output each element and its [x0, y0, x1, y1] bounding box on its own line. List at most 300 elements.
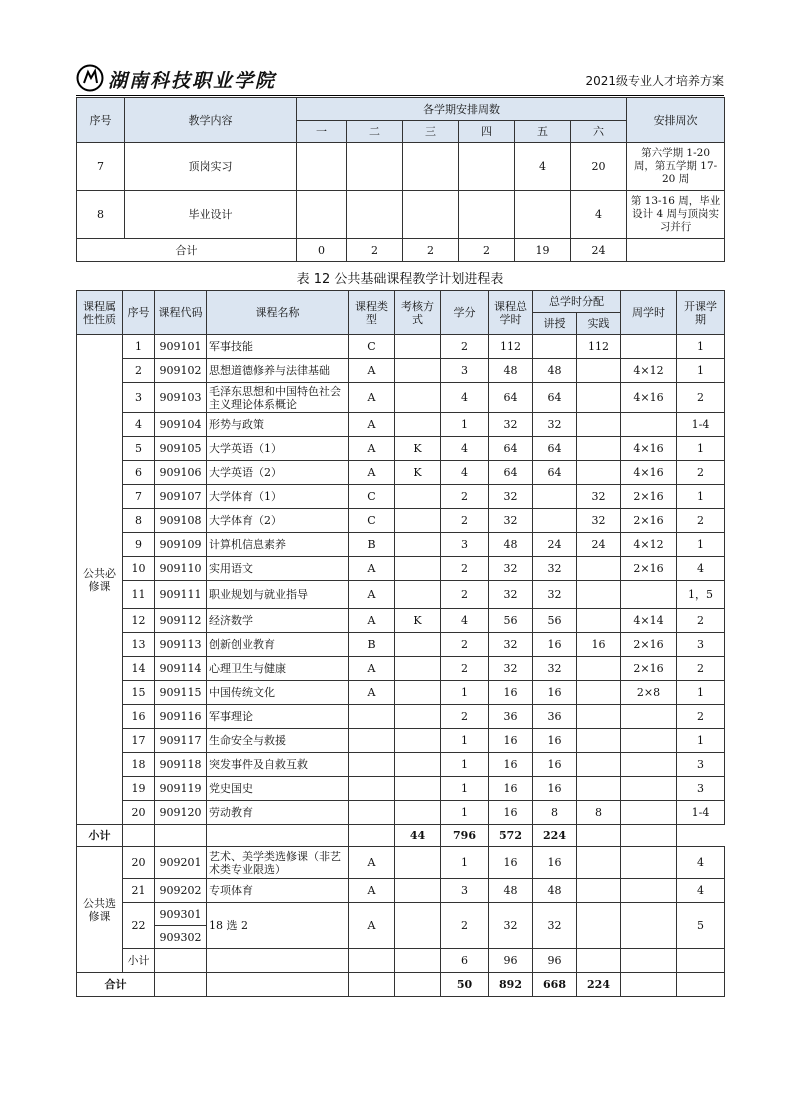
cell-name: 大学英语（1） [207, 437, 349, 461]
cell-type: A [349, 681, 395, 705]
cell-practice [577, 681, 621, 705]
cell-seq: 15 [123, 681, 155, 705]
cell-exam [395, 383, 441, 413]
cell-term: 1 [677, 359, 725, 383]
cell-term: 2 [677, 657, 725, 681]
cell-term: 4 [677, 557, 725, 581]
cell-week [297, 191, 347, 239]
cell-note: 第六学期 1-20 周，第五学期 17-20 周 [627, 143, 725, 191]
cell-lecture: 32 [533, 657, 577, 681]
cell-type [349, 705, 395, 729]
cell-seq: 11 [123, 581, 155, 609]
total-week: 2 [347, 239, 403, 262]
cell-weekly [621, 413, 677, 437]
cell-seq: 7 [123, 485, 155, 509]
cell-name: 毛泽东思想和中国特色社会主义理论体系概论 [207, 383, 349, 413]
cell-code: 909116 [155, 705, 207, 729]
cell-weekly: 4×16 [621, 461, 677, 485]
cell-seq: 5 [123, 437, 155, 461]
cell-exam [395, 581, 441, 609]
cell-exam [395, 509, 441, 533]
cell-week [347, 143, 403, 191]
cell-term: 2 [677, 705, 725, 729]
cell-weekly: 2×16 [621, 509, 677, 533]
cell-hours: 16 [489, 777, 533, 801]
cell-week [459, 143, 515, 191]
cell-seq: 18 [123, 753, 155, 777]
cell-weekly: 4×16 [621, 437, 677, 461]
cell-type: A [349, 437, 395, 461]
cell-hours: 32 [489, 485, 533, 509]
cell-week [459, 191, 515, 239]
cell-credit: 4 [441, 609, 489, 633]
cell-practice [577, 413, 621, 437]
cell-weekly: 4×12 [621, 359, 677, 383]
cell-practice: 8 [577, 801, 621, 825]
header-semester: 五 [515, 121, 571, 143]
cell-weekly [621, 801, 677, 825]
cell-type: A [349, 847, 395, 879]
header-semester: 四 [459, 121, 515, 143]
cell-credit: 1 [441, 753, 489, 777]
cell-name: 职业规划与就业指导 [207, 581, 349, 609]
cell-code: 909107 [155, 485, 207, 509]
cell-type: A [349, 557, 395, 581]
cell-term: 1，5 [677, 581, 725, 609]
cell-hours: 64 [489, 461, 533, 485]
cell-name: 党史国史 [207, 777, 349, 801]
subtotal-credit: 6 [441, 949, 489, 973]
cell-lecture: 16 [533, 633, 577, 657]
total-lecture: 668 [533, 973, 577, 997]
cell-seq: 10 [123, 557, 155, 581]
cell-practice [577, 609, 621, 633]
cell-code: 909113 [155, 633, 207, 657]
cell-exam: K [395, 437, 441, 461]
cell-code: 909112 [155, 609, 207, 633]
cell-name: 经济数学 [207, 609, 349, 633]
cell-name: 突发事件及自救互救 [207, 753, 349, 777]
cell-weekly [621, 705, 677, 729]
subtotal-hours: 796 [441, 825, 489, 847]
cell-weekly: 2×16 [621, 657, 677, 681]
cell-code: 909103 [155, 383, 207, 413]
table-row [77, 681, 725, 705]
table-row [77, 413, 725, 437]
cell-credit: 1 [441, 777, 489, 801]
cell-weekly: 4×14 [621, 609, 677, 633]
cell-type: C [349, 335, 395, 359]
header-semester-group: 各学期安排周数 [297, 98, 627, 121]
subtotal-row [77, 825, 725, 847]
cell-weekly: 2×16 [621, 485, 677, 509]
cell-week [297, 143, 347, 191]
cell-type [349, 753, 395, 777]
subtotal-credit: 44 [395, 825, 441, 847]
cell-code: 909301 [155, 903, 207, 926]
cell-code: 909102 [155, 359, 207, 383]
cell-type: B [349, 633, 395, 657]
cell-lecture: 36 [533, 705, 577, 729]
header-total-hours: 课程总学时 [489, 291, 533, 335]
cell-hours: 32 [489, 633, 533, 657]
table-row [77, 657, 725, 681]
cell-code: 909119 [155, 777, 207, 801]
cell-seq: 1 [123, 335, 155, 359]
cell-name: 大学英语（2） [207, 461, 349, 485]
cell-lecture [533, 335, 577, 359]
cell-credit: 3 [441, 359, 489, 383]
header-attr: 课程属性性质 [77, 291, 123, 335]
cell-exam [395, 633, 441, 657]
cell-credit: 2 [441, 485, 489, 509]
cell-seq: 8 [123, 509, 155, 533]
cell-practice: 32 [577, 485, 621, 509]
cell-practice [577, 557, 621, 581]
total-practice: 224 [577, 973, 621, 997]
cell-term: 5 [677, 903, 725, 949]
cell-name: 大学体育（1） [207, 485, 349, 509]
cell-weekly: 2×16 [621, 633, 677, 657]
cell-practice [577, 777, 621, 801]
cell-code: 909108 [155, 509, 207, 533]
cell-practice [577, 359, 621, 383]
cell-lecture: 32 [533, 903, 577, 949]
cell-practice [577, 437, 621, 461]
cell-type [349, 729, 395, 753]
cell-weekly [621, 581, 677, 609]
cell-term: 1 [677, 681, 725, 705]
total-row [77, 973, 725, 997]
cell-exam [395, 729, 441, 753]
cell-lecture: 16 [533, 753, 577, 777]
cell-code: 909104 [155, 413, 207, 437]
header-term: 开课学期 [677, 291, 725, 335]
header-rule [76, 95, 724, 96]
cell-lecture: 64 [533, 383, 577, 413]
cell-credit: 1 [441, 847, 489, 879]
cell-seq: 6 [123, 461, 155, 485]
cell-name: 心理卫生与健康 [207, 657, 349, 681]
table-row [77, 383, 725, 413]
subtotal-lecture: 96 [533, 949, 577, 973]
cell-seq: 3 [123, 383, 155, 413]
cell-term: 3 [677, 753, 725, 777]
cell-seq: 14 [123, 657, 155, 681]
subtotal-row [77, 949, 725, 973]
cell-hours: 36 [489, 705, 533, 729]
cell-seq: 17 [123, 729, 155, 753]
table-row [77, 485, 725, 509]
cell-type: A [349, 359, 395, 383]
cell-lecture: 32 [533, 581, 577, 609]
cell-practice: 32 [577, 509, 621, 533]
cell-lecture: 16 [533, 681, 577, 705]
table-caption: 表 12 公共基础课程教学计划进程表 [296, 272, 504, 287]
cell-type: A [349, 413, 395, 437]
cell-practice [577, 461, 621, 485]
cell-credit: 2 [441, 633, 489, 657]
cell-credit: 2 [441, 903, 489, 949]
table-row [77, 191, 725, 239]
cell-week: 20 [571, 143, 627, 191]
cell-code: 909117 [155, 729, 207, 753]
cell-code: 909106 [155, 461, 207, 485]
cell-credit: 4 [441, 383, 489, 413]
cell-code: 909118 [155, 753, 207, 777]
cell-term: 2 [677, 509, 725, 533]
cell-code: 909115 [155, 681, 207, 705]
cell-code: 909109 [155, 533, 207, 557]
cell-hours: 16 [489, 681, 533, 705]
cell-hours: 32 [489, 903, 533, 949]
cell-name: 计算机信息素养 [207, 533, 349, 557]
cell-code: 909202 [155, 879, 207, 903]
cell-hours: 16 [489, 801, 533, 825]
table-row [77, 847, 725, 879]
cell-lecture: 16 [533, 729, 577, 753]
cell-exam [395, 753, 441, 777]
cell-practice [577, 383, 621, 413]
cell-type [349, 777, 395, 801]
cell-credit: 2 [441, 335, 489, 359]
cell-week [403, 143, 459, 191]
cell-term: 1 [677, 437, 725, 461]
cell-practice [577, 753, 621, 777]
group-label: 公共选修课 [77, 847, 123, 973]
cell-content: 毕业设计 [125, 191, 297, 239]
cell-weekly [621, 335, 677, 359]
total-week: 2 [403, 239, 459, 262]
table-row [77, 437, 725, 461]
table-row [77, 705, 725, 729]
cell-type: A [349, 581, 395, 609]
cell-term: 1-4 [677, 413, 725, 437]
cell-lecture: 56 [533, 609, 577, 633]
cell-exam [395, 657, 441, 681]
cell-seq: 16 [123, 705, 155, 729]
cell-week: 4 [515, 143, 571, 191]
cell-name: 专项体育 [207, 879, 349, 903]
cell-credit: 2 [441, 509, 489, 533]
cell-term: 2 [677, 461, 725, 485]
total-week: 24 [571, 239, 627, 262]
cell-code: 909111 [155, 581, 207, 609]
cell-credit: 4 [441, 461, 489, 485]
cell-name: 思想道德修养与法律基础 [207, 359, 349, 383]
total-week: 19 [515, 239, 571, 262]
header-weekly: 周学时 [621, 291, 677, 335]
cell-seq: 19 [123, 777, 155, 801]
cell-credit: 2 [441, 581, 489, 609]
cell-week [515, 191, 571, 239]
cell-hours: 32 [489, 509, 533, 533]
cell-term: 1 [677, 485, 725, 509]
cell-term: 4 [677, 879, 725, 903]
cell-exam [395, 335, 441, 359]
total-week: 2 [459, 239, 515, 262]
header-credit: 学分 [441, 291, 489, 335]
cell-weekly [621, 729, 677, 753]
cell-practice [577, 657, 621, 681]
cell-weekly: 4×12 [621, 533, 677, 557]
cell-practice [577, 729, 621, 753]
cell-hours: 16 [489, 847, 533, 879]
subtotal-label: 小计 [77, 825, 123, 847]
cell-exam [395, 801, 441, 825]
total-credit: 50 [441, 973, 489, 997]
cell-week: 4 [571, 191, 627, 239]
cell-weekly [621, 753, 677, 777]
cell-term: 2 [677, 383, 725, 413]
cell-type: A [349, 383, 395, 413]
cell-seq: 9 [123, 533, 155, 557]
cell-exam [395, 485, 441, 509]
header-hour-dist: 总学时分配 [533, 291, 621, 313]
table-row [77, 143, 725, 191]
cell-name: 形势与政策 [207, 413, 349, 437]
header-content: 教学内容 [125, 98, 297, 143]
cell-name: 劳动教育 [207, 801, 349, 825]
table-row [77, 359, 725, 383]
cell-seq: 21 [123, 879, 155, 903]
school-name: 湖南科技职业学院 [108, 70, 277, 92]
cell-hours: 48 [489, 359, 533, 383]
cell-type: A [349, 657, 395, 681]
cell-exam [395, 359, 441, 383]
cell-lecture: 16 [533, 847, 577, 879]
header-semester: 一 [297, 121, 347, 143]
cell-type: A [349, 609, 395, 633]
table-row [77, 777, 725, 801]
table-row [77, 461, 725, 485]
cell-practice: 16 [577, 633, 621, 657]
total-hours: 892 [489, 973, 533, 997]
cell-name: 实用语文 [207, 557, 349, 581]
cell-name: 创新创业教育 [207, 633, 349, 657]
cell-term: 1-4 [677, 801, 725, 825]
header-code: 课程代码 [155, 291, 207, 335]
cell-credit: 2 [441, 705, 489, 729]
header-semester: 二 [347, 121, 403, 143]
cell-exam: K [395, 609, 441, 633]
cell-lecture: 32 [533, 557, 577, 581]
cell-content: 顶岗实习 [125, 143, 297, 191]
cell-lecture: 16 [533, 777, 577, 801]
cell-code: 909302 [155, 926, 207, 949]
subtotal-label: 小计 [123, 949, 155, 973]
total-note [627, 239, 725, 262]
cell-seq: 4 [123, 413, 155, 437]
cell-code: 909101 [155, 335, 207, 359]
cell-term: 1 [677, 335, 725, 359]
header-arrangement: 安排周次 [627, 98, 725, 143]
cell-code: 909201 [155, 847, 207, 879]
cell-exam [395, 557, 441, 581]
cell-weekly: 2×8 [621, 681, 677, 705]
cell-lecture: 64 [533, 461, 577, 485]
total-week: 0 [297, 239, 347, 262]
cell-name: 18 选 2 [207, 903, 349, 949]
header-seq: 序号 [123, 291, 155, 335]
cell-seq: 2 [123, 359, 155, 383]
total-label: 合计 [77, 973, 155, 997]
table-row [77, 557, 725, 581]
practice-schedule-table [76, 97, 725, 262]
cell-seq: 20 [123, 801, 155, 825]
cell-credit: 1 [441, 729, 489, 753]
subtotal-hours: 96 [489, 949, 533, 973]
cell-term: 3 [677, 777, 725, 801]
cell-credit: 2 [441, 557, 489, 581]
cell-lecture: 64 [533, 437, 577, 461]
cell-type: C [349, 485, 395, 509]
cell-practice [577, 705, 621, 729]
cell-hours: 56 [489, 609, 533, 633]
table-row [77, 903, 725, 926]
cell-term: 4 [677, 847, 725, 879]
cell-exam [395, 705, 441, 729]
cell-credit: 1 [441, 681, 489, 705]
cell-type [349, 801, 395, 825]
cell-term: 1 [677, 533, 725, 557]
cell-term: 2 [677, 609, 725, 633]
page-header [76, 62, 724, 96]
cell-credit: 1 [441, 801, 489, 825]
cell-weekly: 2×16 [621, 557, 677, 581]
cell-name: 军事技能 [207, 335, 349, 359]
cell-credit: 1 [441, 413, 489, 437]
cell-note: 第 13-16 周，毕业设计 4 周与顶岗实习并行 [627, 191, 725, 239]
cell-exam [395, 533, 441, 557]
subtotal-lecture: 572 [489, 825, 533, 847]
cell-type: C [349, 509, 395, 533]
cell-lecture [533, 509, 577, 533]
cell-exam [395, 413, 441, 437]
cell-hours: 32 [489, 581, 533, 609]
public-courses-table [76, 290, 725, 997]
cell-hours: 16 [489, 729, 533, 753]
cell-weekly [621, 777, 677, 801]
header-practice: 实践 [577, 313, 621, 335]
cell-lecture: 8 [533, 801, 577, 825]
cell-seq: 20 [123, 847, 155, 879]
table-row [77, 753, 725, 777]
plan-title: 2021级专业人才培养方案 [585, 74, 724, 88]
cell-practice: 112 [577, 335, 621, 359]
cell-exam: K [395, 461, 441, 485]
cell-code: 909105 [155, 437, 207, 461]
cell-week [403, 191, 459, 239]
cell-term: 3 [677, 633, 725, 657]
cell-hours: 48 [489, 533, 533, 557]
header-exam: 考核方式 [395, 291, 441, 335]
cell-hours: 48 [489, 879, 533, 903]
cell-name: 中国传统文化 [207, 681, 349, 705]
cell-seq: 13 [123, 633, 155, 657]
cell-hours: 64 [489, 437, 533, 461]
cell-hours: 16 [489, 753, 533, 777]
table-row [77, 509, 725, 533]
header-semester: 六 [571, 121, 627, 143]
cell-name: 大学体育（2） [207, 509, 349, 533]
cell-lecture: 48 [533, 879, 577, 903]
cell-hours: 32 [489, 413, 533, 437]
header-lecture: 讲授 [533, 313, 577, 335]
cell-week [347, 191, 403, 239]
table-row [77, 801, 725, 825]
cell-credit: 3 [441, 879, 489, 903]
